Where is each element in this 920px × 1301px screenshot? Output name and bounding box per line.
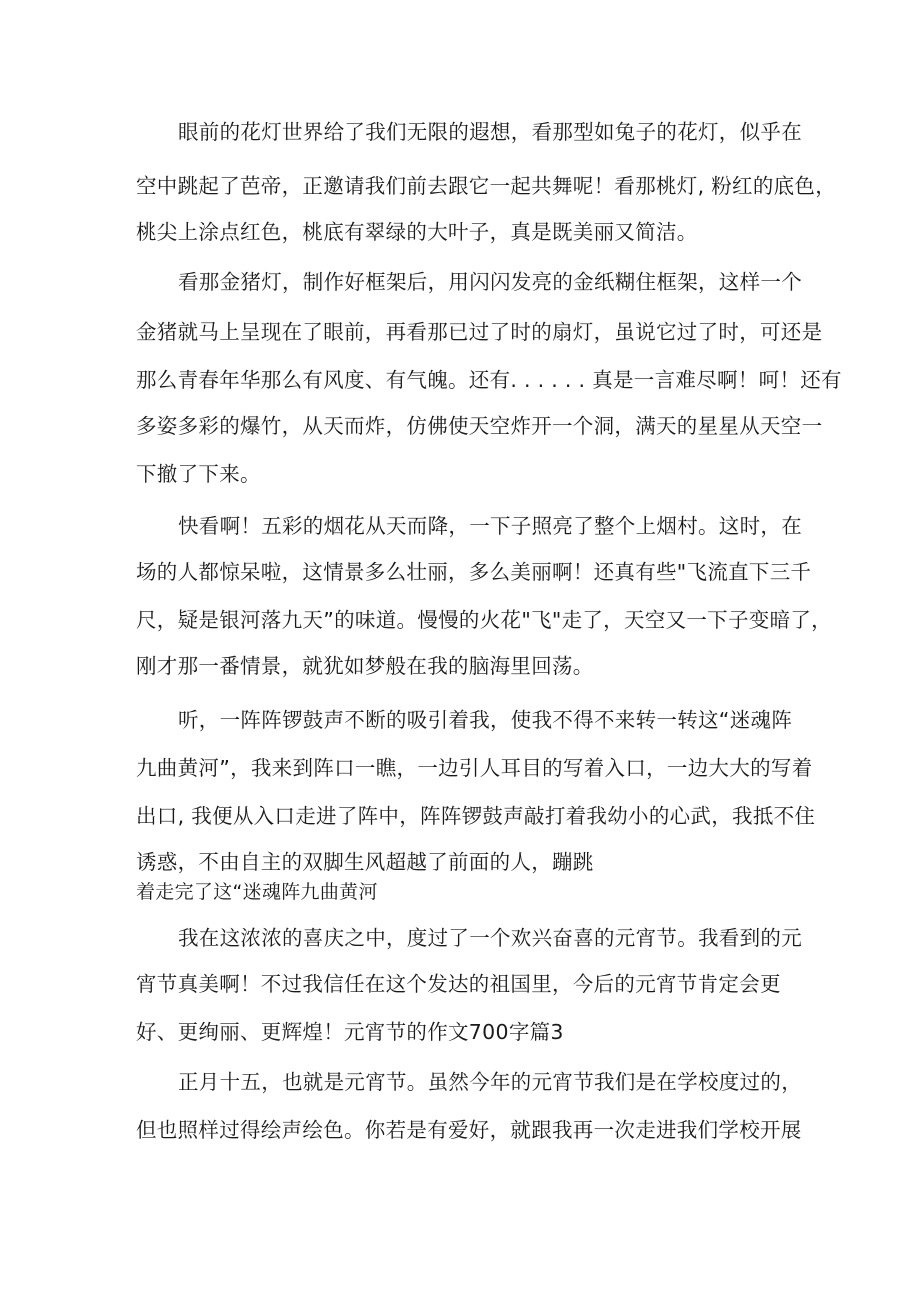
text-line: 出口, 我便从入口走进了阵中，阵阵锣鼓声敲打着我幼小的心武，我抵不住 <box>136 804 816 828</box>
text-line: 听，一阵阵锣鼓声不断的吸引着我，使我不得不来转一转这“迷魂阵 <box>178 708 793 732</box>
text-line: 诱惑，不由自主的双脚生风超越了前面的人，蹦跳 <box>136 850 594 874</box>
text-line: 场的人都惊呆啦，这情景多么壮丽，多么美丽啊！还真有些"飞流直下三千 <box>136 560 812 584</box>
text-line: 九曲黄河”，我来到阵口一瞧，一边引人耳目的写着入口，一边大大的写着 <box>136 756 813 780</box>
text-line: 宵节真美啊！不过我信任在这个发达的祖国里，今后的元宵节肯定会更 <box>136 972 781 996</box>
text-line: 刚才那一番情景，就犹如梦般在我的脑海里回荡。 <box>136 654 594 678</box>
text-line: 下撤了下来。 <box>136 462 261 486</box>
text-line: 着走完了这“迷魂阵九曲黄河 <box>136 881 378 903</box>
text-line: 正月十五，也就是元宵节。虽然今年的元宵节我们是在学校度过的， <box>178 1070 802 1094</box>
text-line: 金猪就马上呈现在了眼前，再看那已过了时的扇灯，虽说它过了时，可还是 <box>136 320 823 344</box>
text-line: 看那金猪灯，制作好框架后，用闪闪发亮的金纸糊住框架，这样一个 <box>178 270 802 294</box>
text-line: 尺，疑是银河落九天”的味道。慢慢的火花"飞"走了，天空又一下子变暗了， <box>136 608 832 632</box>
text-line: 桃尖上涂点红色，桃底有翠绿的大叶子，真是既美丽又简洁。 <box>136 220 698 244</box>
text-line: 眼前的花灯世界给了我们无限的遐想，看那型如兔子的花灯，似乎在 <box>178 120 802 144</box>
text-line: 好、更绚丽、更辉煌！元宵节的作文700字篇3 <box>136 1020 564 1044</box>
text-line: 那么青春年华那么有风度、有气魄。还有. . . . . . 真是一言难尽啊！呵！还有 <box>136 368 842 392</box>
text-line: 多姿多彩的爆竹，从天而炸，仿佛使天空炸开一个洞，满天的星星从天空一 <box>136 414 823 438</box>
text-line: 快看啊！五彩的烟花从天而降，一下子照亮了整个上烟村。这时，在 <box>178 514 802 538</box>
text-line: 空中跳起了芭帝，正邀请我们前去跟它一起共舞呢！看那桃灯, 粉红的底色， <box>136 174 837 198</box>
text-line: 但也照样过得绘声绘色。你若是有爱好，就跟我再一次走进我们学校开展 <box>136 1118 802 1142</box>
text-line: 我在这浓浓的喜庆之中，度过了一个欢兴奋喜的元宵节。我看到的元 <box>178 926 802 950</box>
